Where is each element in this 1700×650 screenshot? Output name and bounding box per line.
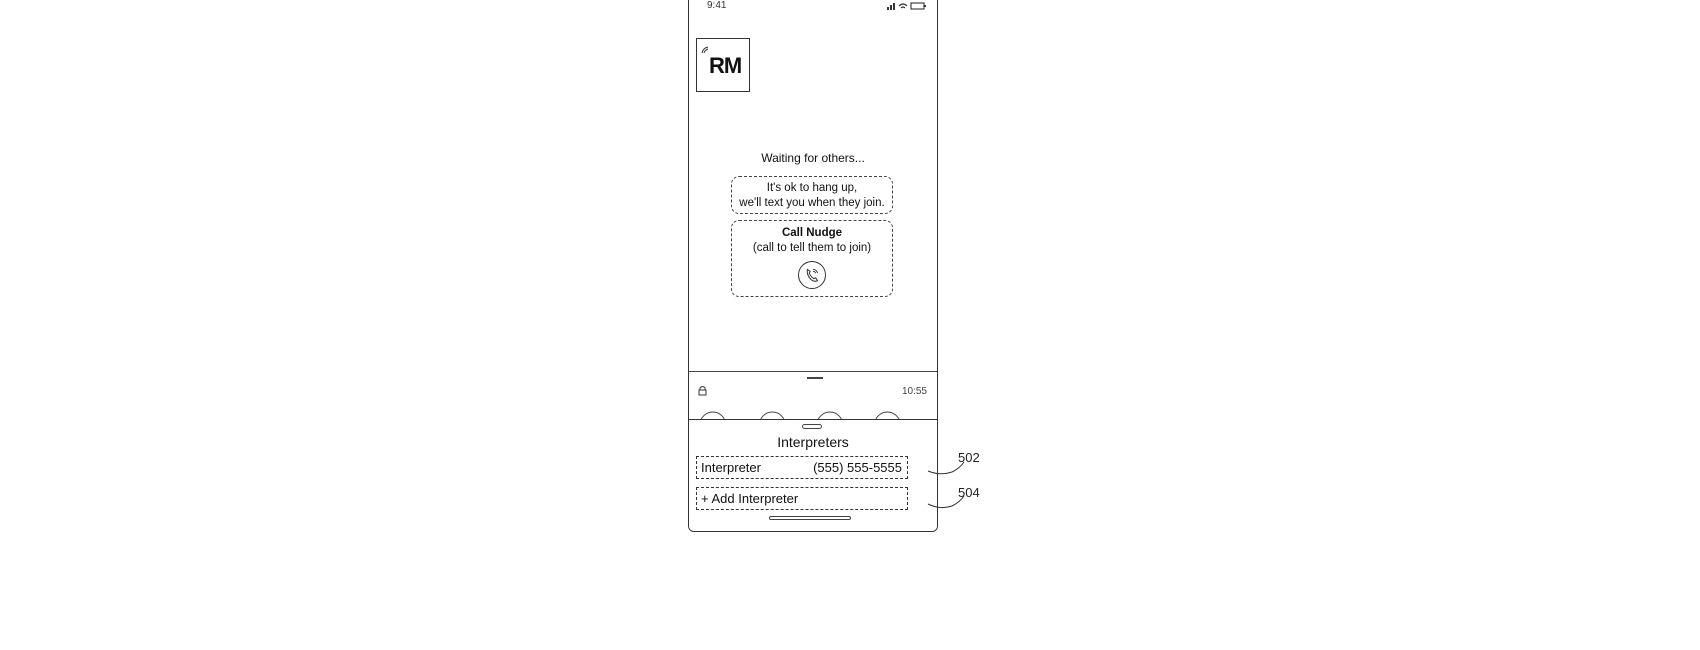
status-time: 9:41 bbox=[707, 0, 727, 11]
hangup-line-1: It's ok to hang up, bbox=[766, 182, 858, 194]
waiting-message: Waiting for others... bbox=[761, 151, 865, 165]
add-interpreter-label: + Add Interpreter bbox=[701, 491, 799, 506]
call-nudge-title: Call Nudge bbox=[781, 227, 843, 239]
reference-numeral-504: 504 bbox=[958, 485, 980, 500]
logo-text: RM bbox=[709, 53, 742, 78]
reference-numeral-502: 502 bbox=[958, 450, 980, 465]
interpreter-name: Interpreter bbox=[701, 460, 761, 475]
hangup-line-2: we'll text you when they join. bbox=[739, 197, 885, 209]
interpreter-phone: (555) 555-5555 bbox=[813, 460, 902, 475]
underlying-time: 10:55 bbox=[901, 386, 927, 397]
sheet-title: Interpreters bbox=[777, 434, 849, 450]
call-nudge-subtitle: (call to tell them to join) bbox=[752, 242, 872, 254]
